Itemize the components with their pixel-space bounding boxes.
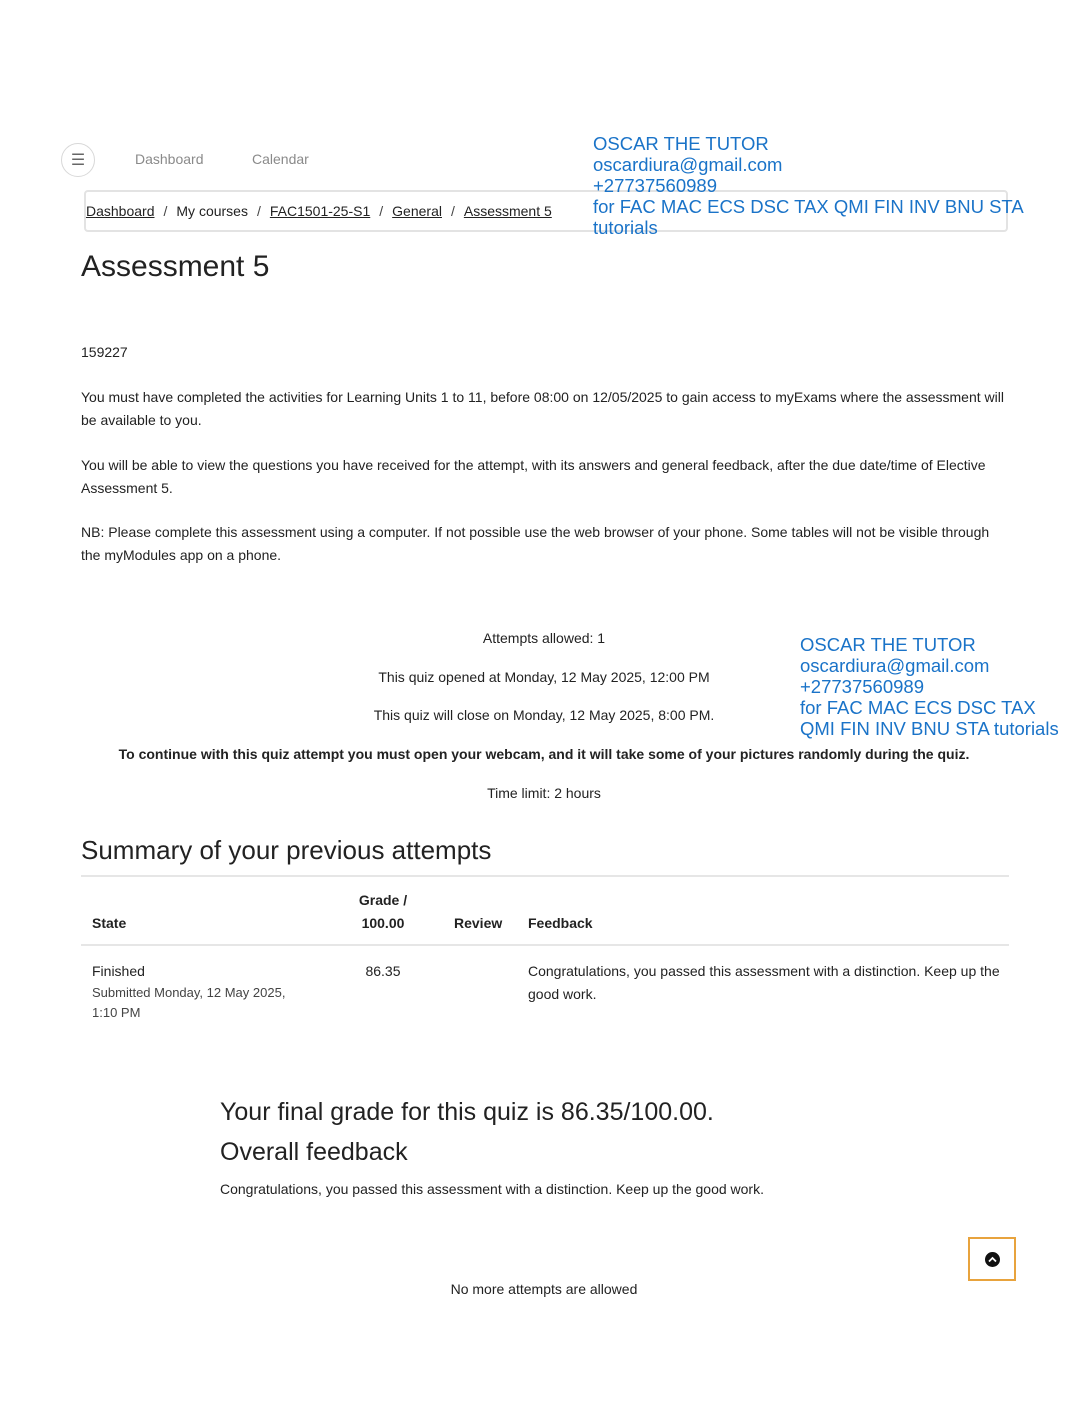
overall-feedback-heading: Overall feedback (220, 1138, 408, 1166)
attempt-feedback: Congratulations, you passed this assessment with a distinction. Keep up the good work. (528, 963, 1000, 1002)
page-title: Assessment 5 (81, 250, 270, 283)
quiz-closes: This quiz will close on Monday, 12 May 2025, 8:00 PM. (373, 707, 715, 723)
intro-paragraph-2: You will be able to view the questions you have received for the attempt, with its answers and general feedback, after the due date/time of Elective Assessment 5. (81, 457, 986, 496)
watermark-top (593, 133, 1024, 238)
watermark-line: tutorials (593, 217, 658, 238)
watermark-line: +27737560989 (800, 676, 924, 697)
breadcrumb-separator: / (256, 203, 261, 219)
attempt-submitted-line1: Submitted Monday, 12 May 2025, (92, 985, 286, 1000)
column-header-state: State (92, 915, 127, 931)
watermark-line: for FAC MAC ECS DSC TAX QMI FIN INV BNU STA (593, 196, 1024, 217)
watermark-line: QMI FIN INV BNU STA tutorials (800, 718, 1059, 739)
breadcrumb-separator: / (450, 203, 455, 219)
hamburger-icon: ☰ (70, 152, 86, 169)
table-header-divider (81, 944, 1009, 946)
intro-paragraph-3: NB: Please complete this assessment using a computer. If not possible use the web browser of your phone. Some tables will not be visible through the myModules app on a phone. (81, 524, 990, 563)
attempt-grade: 86.35 (365, 963, 401, 979)
assessment-code: 159227 (81, 344, 128, 360)
quiz-opened: This quiz opened at Monday, 12 May 2025, 12:00 PM (378, 669, 710, 685)
intro-paragraph-1: You must have completed the activities for Learning Units 1 to 11, before 08:00 on 12/05/2025 to gain access to myExams where the assessment will be available to you. (81, 389, 1004, 428)
breadcrumb (86, 203, 552, 219)
breadcrumb-assessment-link[interactable]: Assessment 5 (463, 203, 552, 219)
time-limit: Time limit: 2 hours (487, 785, 601, 801)
final-grade: Your final grade for this quiz is 86.35/100.00. (220, 1098, 714, 1126)
watermark-line: +27737560989 (593, 175, 717, 196)
summary-divider (81, 875, 1009, 877)
column-header-review: Review (454, 915, 503, 931)
watermark-line: oscardiura@gmail.com (800, 655, 990, 676)
watermark-line: OSCAR THE TUTOR (800, 634, 976, 655)
nav-link-dashboard[interactable]: Dashboard (135, 151, 204, 167)
breadcrumb-separator: / (379, 203, 384, 219)
breadcrumb-separator: / (163, 203, 168, 219)
column-header-feedback: Feedback (528, 915, 593, 931)
nav-link-calendar[interactable]: Calendar (252, 151, 309, 167)
column-header-grade-line2: 100.00 (361, 915, 405, 931)
no-more-attempts: No more attempts are allowed (450, 1281, 638, 1297)
breadcrumb-course-link[interactable]: FAC1501-25-S1 (269, 203, 371, 219)
summary-heading: Summary of your previous attempts (81, 835, 492, 865)
breadcrumb-dashboard-link[interactable]: Dashboard (86, 203, 155, 219)
column-header-grade (345, 889, 421, 935)
attempt-state: Finished (92, 963, 145, 979)
watermark-line: for FAC MAC ECS DSC TAX (800, 697, 1036, 718)
attempts-allowed: Attempts allowed: 1 (482, 630, 606, 646)
breadcrumb-my-courses: My courses (176, 203, 248, 219)
column-header-grade-line1: Grade / (358, 892, 408, 908)
watermark-line: OSCAR THE TUTOR (593, 133, 769, 154)
attempt-submitted-line2: 1:10 PM (92, 1005, 141, 1020)
watermark-side (800, 634, 1059, 739)
breadcrumb-general-link[interactable]: General (392, 203, 442, 219)
back-to-top-button[interactable] (968, 1237, 1016, 1281)
arrow-up-circle-icon (985, 1252, 1000, 1267)
overall-feedback-text: Congratulations, you passed this assessment with a distinction. Keep up the good work. (220, 1181, 764, 1197)
nav-drawer-toggle-button[interactable] (61, 143, 95, 177)
attempt-submitted (92, 983, 322, 1023)
watermark-line: oscardiura@gmail.com (593, 154, 783, 175)
webcam-notice: To continue with this quiz attempt you must open your webcam, and it will take some of your pictures randomly during the quiz. (118, 746, 970, 762)
